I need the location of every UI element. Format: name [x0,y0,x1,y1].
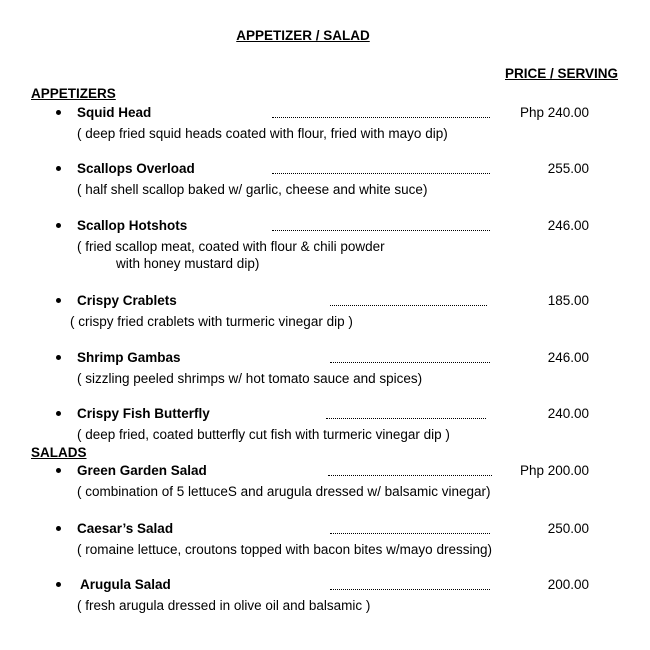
item-name: Crispy Crablets [77,293,177,308]
item-name: Caesar’s Salad [77,521,174,536]
bullet-icon [56,468,61,473]
item-price: 240.00 [547,406,589,421]
item-price: 246.00 [547,350,589,365]
item-name: Crispy Fish Butterfly [77,406,210,421]
leader-dots [330,518,490,534]
item-price: 246.00 [547,218,589,233]
item-name: Green Garden Salad [77,463,207,478]
item-description: ( sizzling peeled shrimps w/ hot tomato sauce and spices) [77,371,423,386]
item-price: 185.00 [547,293,589,308]
item-price: 200.00 [547,577,589,592]
item-name: Arugula Salad [80,577,171,592]
item-description: ( fresh arugula dressed in olive oil and balsamic ) [77,598,371,613]
leader-dots [272,215,490,231]
item-description-continued: with honey mustard dip) [116,256,260,271]
item-description: ( deep fried, coated butterfly cut fish with turmeric vinegar dip ) [77,427,450,442]
item-name: Scallops Overload [77,161,195,176]
item-price: Php 200.00 [519,463,589,478]
item-name: Shrimp Gambas [77,350,181,365]
leader-dots [272,158,490,174]
item-description: ( combination of 5 lettuceS and arugula dressed w/ balsamic vinegar) [77,484,491,499]
leader-dots [330,574,490,590]
salads-heading: SALADS [31,445,87,460]
leader-dots [330,347,490,363]
bullet-icon [56,110,61,115]
bullet-icon [56,411,61,416]
bullet-icon [56,166,61,171]
leader-dots [328,460,492,476]
item-description: ( romaine lettuce, croutons topped with bacon bites w/mayo dressing) [77,542,492,557]
item-price: Php 240.00 [519,105,589,120]
item-description: ( half shell scallop baked w/ garlic, cheese and white suce) [77,182,428,197]
page-title: APPETIZER / SALAD [236,28,370,43]
bullet-icon [56,298,61,303]
price-serving-header: PRICE / SERVING [505,66,619,81]
leader-dots [326,403,486,419]
item-name: Squid Head [77,105,152,120]
item-price: 255.00 [547,161,589,176]
item-description: ( crispy fried crablets with turmeric vinegar dip ) [70,314,353,329]
bullet-icon [56,355,61,360]
item-price: 250.00 [547,521,589,536]
appetizers-heading: APPETIZERS [31,86,116,101]
item-description: ( fried scallop meat, coated with flour & chili powder [77,239,385,254]
bullet-icon [56,582,61,587]
bullet-icon [56,526,61,531]
leader-dots [330,290,487,306]
bullet-icon [56,223,61,228]
item-description: ( deep fried squid heads coated with flour, fried with mayo dip) [77,126,448,141]
leader-dots [272,102,490,118]
item-name: Scallop Hotshots [77,218,188,233]
